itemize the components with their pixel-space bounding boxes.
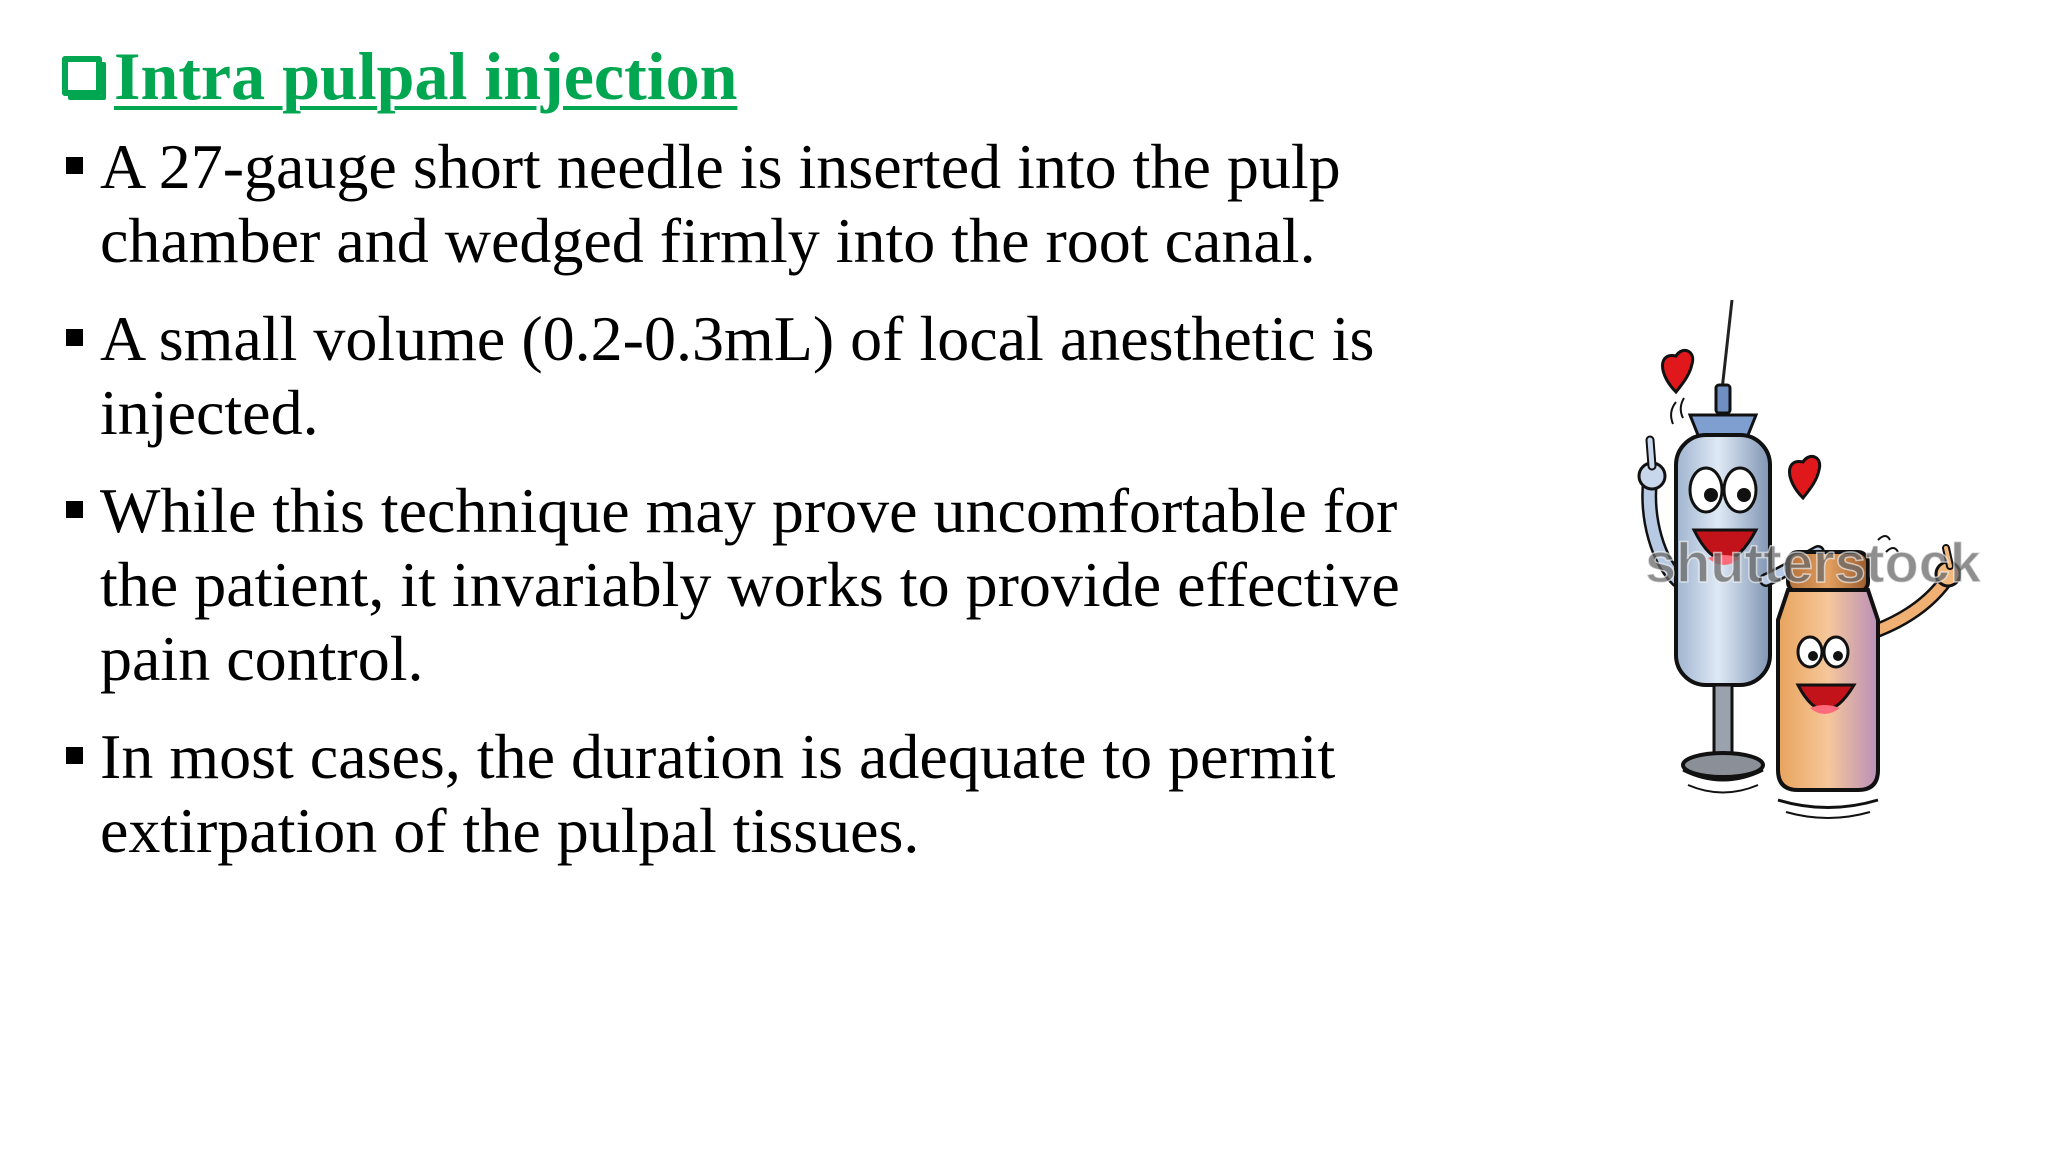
bullet-item (62, 302, 1462, 450)
bullet-text: While this technique may prove uncomfortable for the patient, it invariably works to provide effective pain control. (100, 475, 1400, 694)
square-bullet-icon (66, 157, 83, 174)
heading-text: Intra pulpal injection (114, 38, 738, 114)
heart-icon (1663, 350, 1693, 392)
square-bullet-icon (66, 329, 83, 346)
bullet-list (62, 130, 1462, 892)
square-bullet-icon (66, 501, 83, 518)
watermark-text: shutterstock (1644, 531, 1982, 594)
slide-heading (62, 36, 737, 116)
syringe-vial-illustration (1628, 290, 1998, 840)
bullet-item (62, 474, 1462, 696)
bullet-text: A 27-gauge short needle is inserted into the pulp chamber and wedged firmly into the root canal. (100, 131, 1341, 276)
bullet-item (62, 130, 1462, 278)
heart-icon (1790, 456, 1820, 498)
hollow-square-bullet-icon (62, 56, 102, 96)
bullet-text: In most cases, the duration is adequate to permit extirpation of the pulpal tissues. (100, 721, 1336, 866)
square-bullet-icon (66, 747, 83, 764)
bullet-item (62, 720, 1462, 868)
bullet-text: A small volume (0.2-0.3mL) of local anesthetic is injected. (100, 303, 1375, 448)
